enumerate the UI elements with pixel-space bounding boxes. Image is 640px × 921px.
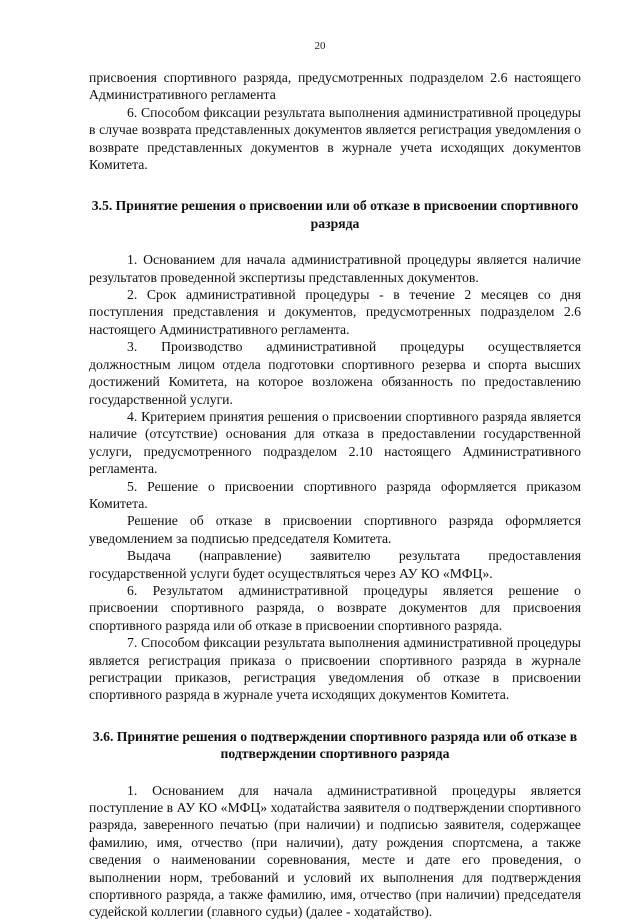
paragraph: 5. Решение о присвоении спортивного разряда оформляется приказом Комитета. xyxy=(89,478,581,511)
section-heading-3-5: 3.5. Принятие решения о присвоении или об отказе в присвоении спортивного разряда xyxy=(91,198,579,231)
paragraph: 6. Результатом административной процедуры является решение о присвоении спортивного разряда, о возврате документов для присвоения спортивного разряда или об отказе в присвоении спортивного разряда. xyxy=(89,582,581,633)
paragraph: 3. Производство административной процедуры осуществляется должностным лицом отдела подготовки спортивного резерва и спорта высших достижений Комитета, на которое возложена обязанность по предоставлению государственной услуги. xyxy=(89,339,581,407)
paragraph: 6. Способом фиксации результата выполнения административной процедуры в случае возврата представленных документов является регистрация уведомления о возврате представленных документов в журнале учета исходящих документов Комитета. xyxy=(89,104,581,173)
paragraph: 1. Основанием для начала административной процедуры является поступление в АУ КО «МФЦ» ходатайства заявителя о подтверждении спортивного разряда, заверенного печатью (при наличии) и подписью заявителя, содержащее фамилию, имя, отчество (при наличии), дату рождения спортсмена, а также сведения о наименовании соревнования, месте и дате его проведения, о выполнении норм, требований и условий их выполнения для подтверждения спортивного разряда, а также фамилию, имя, отчество (при наличии) председателя судейской коллегии (главного судьи) (далее - ходатайство). xyxy=(89,782,581,920)
paragraph: 2. Срок административной процедуры - в течение 2 месяцев со дня поступления представления и документов, предусмотренных подразделом 2.6 настоящего Административного регламента. xyxy=(89,287,581,337)
paragraph: Выдача (направление) заявителю результата предоставления государственной услуги будет осуществляться через АУ КО «МФЦ». xyxy=(89,548,581,581)
paragraph: присвоения спортивного разряда, предусмотренных подразделом 2.6 настоящего Административного регламента xyxy=(89,70,581,103)
paragraph: 7. Способом фиксации результата выполнения административной процедуры является регистрация приказа о присвоении спортивного разряда в журнале регистрации приказов, регистрация уведомления об отказе в присвоении спортивного разряда в журнале учета исходящих документов Комитета. xyxy=(89,635,581,703)
document-body xyxy=(89,69,581,921)
paragraph: 4. Критерием принятия решения о присвоении спортивного разряда является наличие (отсутствие) основания для отказа в предоставлении государственной услуги, предусмотренного подразделом 2.10 настоящего Административного регламента. xyxy=(89,408,581,477)
paragraph: 1. Основанием для начала административной процедуры является наличие результатов проведенной экспертизы представленных документов. xyxy=(89,252,581,285)
page-number: 20 xyxy=(314,40,326,52)
paragraph: Решение об отказе в присвоении спортивного разряда оформляется уведомлением за подписью председателя Комитета. xyxy=(89,513,581,546)
section-heading-3-6: 3.6. Принятие решения о подтверждении спортивного разряда или об отказе в подтверждении спортивного разряда xyxy=(92,728,578,762)
